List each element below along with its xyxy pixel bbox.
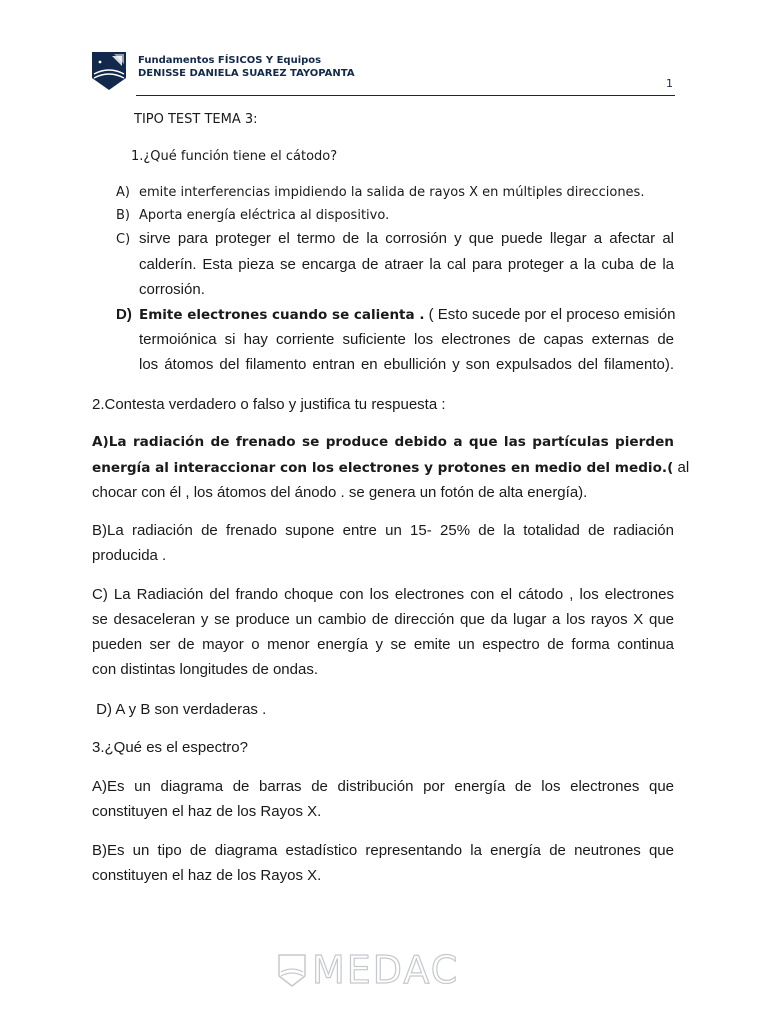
test-title: TIPO TEST TEMA 3:	[134, 112, 258, 127]
q2-a-rest: al	[673, 459, 690, 476]
shield-logo-icon	[92, 52, 126, 92]
q2-c-line: con distintas longitudes de ondas.	[92, 661, 318, 678]
option-bold-text: Emite electrones cuando se calienta .	[139, 307, 425, 323]
option-text: calderín. Esta pieza se encarga de atraer la cal para proteger a la cuba de la	[139, 256, 674, 273]
option-text: sirve para proteger el termo de la corrosión y que puede llegar a afectar al	[139, 230, 674, 247]
author-name: DENISSE DANIELA SUAREZ TAYOPANTA	[138, 68, 355, 79]
header-text	[138, 54, 355, 80]
q3-a-line: A)Es un diagrama de barras de distribución por energía de los electrones que	[92, 778, 674, 795]
q2-b-line: producida .	[92, 547, 167, 564]
q2-c-line: C) La Radiación del frando choque con los electrones con el cátodo , los electrones	[92, 586, 674, 603]
option-rest-text: ( Esto sucede por el proceso emisión	[424, 306, 676, 323]
page-header	[92, 52, 675, 98]
option-text: los átomos del filamento entran en ebullición y son expulsados del filamento).	[139, 356, 674, 373]
q2-a-line: chocar con él , los átomos del ánodo . se genera un fotón de alta energía).	[92, 484, 588, 501]
q2-a-line	[92, 459, 689, 476]
q3-b-line: constituyen el haz de los Rayos X.	[92, 867, 322, 884]
q3-b-line: B)Es un tipo de diagrama estadístico representando la energía de neutrones que	[92, 842, 674, 859]
header-divider	[136, 95, 675, 96]
q3-a-line: constituyen el haz de los Rayos X.	[92, 803, 322, 820]
question-2: 2.Contesta verdadero o falso y justifica tu respuesta :	[92, 396, 446, 413]
q2-a-bold: energía al interaccionar con los electrones y protones en medio del medio.(	[92, 460, 674, 476]
option-letter: B)	[116, 208, 130, 223]
medac-shield-icon	[278, 954, 306, 988]
question-1: 1.¿Qué función tiene el cátodo?	[131, 149, 338, 164]
footer-logo	[278, 948, 478, 992]
option-text: Aporta energía eléctrica al dispositivo.	[139, 208, 390, 223]
q2-a-line: A)La radiación de frenado se produce debido a que las partículas pierden	[92, 434, 674, 450]
q2-c-line: se desaceleran y se produce un cambio de dirección que da lugar a los rayos X que	[92, 611, 674, 628]
option-letter: C)	[116, 232, 131, 247]
option-text: corrosión.	[139, 281, 205, 298]
option-text: termoiónica si hay corriente suficiente los electrones de capas externas de	[139, 331, 674, 348]
q2-b-line: B)La radiación de frenado supone entre un 15- 25% de la totalidad de radiación	[92, 522, 674, 539]
option-text: emite interferencias impidiendo la salida de rayos X en múltiples direcciones.	[139, 185, 645, 200]
q2-option-d: D) A y B son verdaderas .	[92, 701, 267, 718]
q2-c-line: pueden ser de mayor o menor energía y se emite un espectro de forma continua	[92, 636, 674, 653]
option-letter: D)	[116, 306, 132, 323]
course-title: Fundamentos FÍSICOS Y Equipos	[138, 55, 322, 66]
option-letter: A)	[116, 185, 130, 200]
page-number: 1	[666, 77, 673, 90]
footer-brand: MEDAC	[312, 948, 460, 992]
question-3: 3.¿Qué es el espectro?	[92, 739, 248, 756]
option-text	[139, 306, 674, 323]
